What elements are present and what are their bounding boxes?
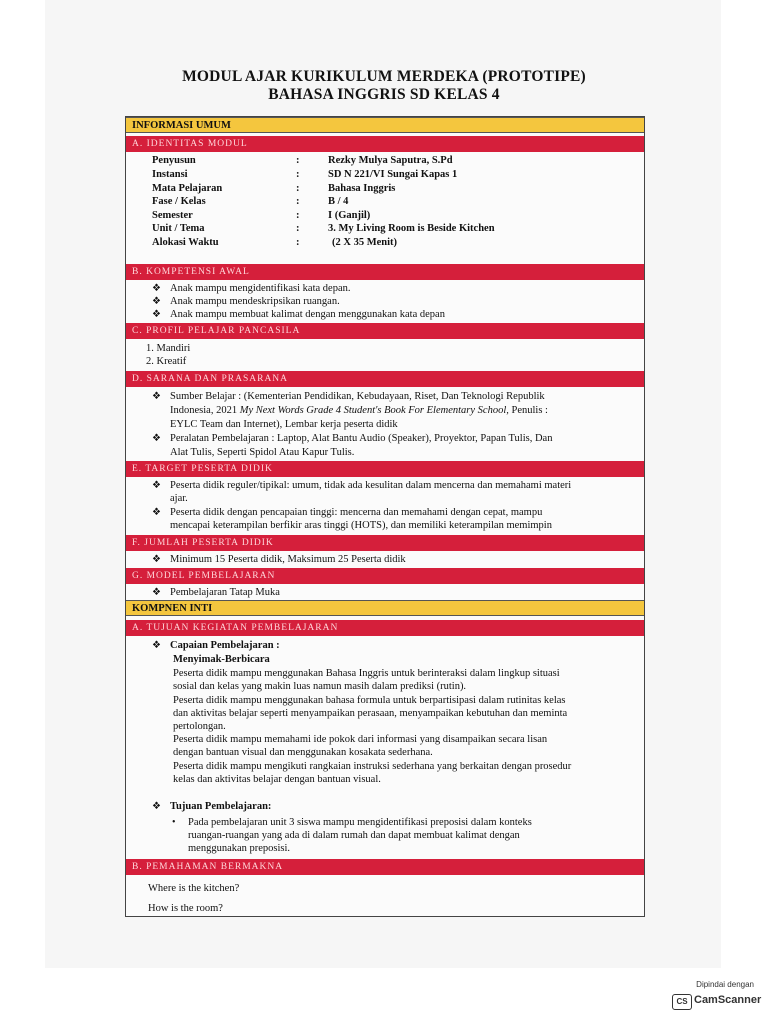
kompetensi-item: Anak mampu mengidentifikasi kata depan.: [170, 283, 351, 294]
capaian-line: Peserta didik mampu mengikuti rangkaian instruksi sederhana yang berkaitan dengan prosedur: [173, 761, 572, 772]
round-bullet-icon: •: [172, 817, 176, 828]
section-informasi-umum: INFORMASI UMUM: [126, 117, 644, 133]
tujuan-line: Pada pembelajaran unit 3 siswa mampu mengidentifikasi preposisi dalam konteks: [188, 817, 532, 828]
capaian-title: Capaian Pembelajaran :: [170, 640, 280, 651]
diamond-bullet-icon: ❖: [152, 283, 161, 294]
watermark-caption: Dipindai dengan: [696, 980, 754, 989]
kompetensi-item: Anak mampu membuat kalimat dengan menggunakan kata depan: [170, 309, 445, 320]
pemahaman-question: Where is the kitchen?: [148, 883, 240, 894]
diamond-bullet-icon: ❖: [152, 296, 161, 307]
header-pemahaman-bermakna: B. PEMAHAMAN BERMAKNA: [126, 859, 644, 875]
capaian-subtitle: Menyimak-Berbicara: [173, 654, 270, 665]
tujuan-line: menggunakan preposisi.: [188, 843, 291, 854]
diamond-bullet-icon: ❖: [152, 587, 161, 598]
diamond-bullet-icon: ❖: [152, 507, 161, 518]
watermark-name: CamScanner: [694, 994, 762, 1006]
target-item-2-line: mencapai keterampilan berfikir aras tinggi (HOTS), dan memiliki keterampilan memimpin: [170, 520, 552, 531]
sarana-item-1-line: Indonesia, 2021 My Next Words Grade 4 Student's Book For Elementary School, Penulis :: [170, 405, 548, 416]
header-profil-pelajar: C. PROFIL PELAJAR PANCASILA: [126, 323, 644, 339]
model-item: Pembelajaran Tatap Muka: [170, 587, 280, 598]
camscanner-logo-icon: CS: [672, 994, 692, 1010]
header-identitas-modul: A. IDENTITAS MODUL: [126, 136, 644, 152]
sarana-item-1-line: Sumber Belajar : (Kementerian Pendidikan, Kebudayaan, Riset, Dan Teknologi Republik: [170, 391, 545, 402]
sep: :: [296, 237, 300, 248]
label-semester: Semester: [152, 210, 193, 221]
header-target-peserta: E. TARGET PESERTA DIDIK: [126, 461, 644, 477]
capaian-line: dengan bantuan visual dan menggunakan kosakata sederhana.: [173, 747, 433, 758]
sep: :: [296, 169, 300, 180]
tujuan-title: Tujuan Pembelajaran:: [170, 801, 272, 812]
pemahaman-question: How is the room?: [148, 903, 223, 914]
capaian-line: sosial dan kelas yang makin luas namun masih dalam prediksi (rutin).: [173, 681, 467, 692]
sarana-item-2-line: Alat Tulis, Seperti Spidol Atau Kapur Tulis.: [170, 447, 355, 458]
target-item-1-line: Peserta didik reguler/tipikal: umum, tidak ada kesulitan dalam mencerna dan memahami materi: [170, 480, 572, 491]
profil-item: 2. Kreatif: [146, 356, 187, 367]
capaian-line: pertolongan.: [173, 721, 226, 732]
value-fase-kelas: B / 4: [328, 196, 349, 207]
sarana-item-2-line: Peralatan Pembelajaran : Laptop, Alat Bantu Audio (Speaker), Proyektor, Papan Tulis, Dan: [170, 433, 553, 444]
capaian-line: dan aktivitas belajar seperti menyampaikan perasaan, menyampaikan kebutuhan dan meminta: [173, 708, 568, 719]
diamond-bullet-icon: ❖: [152, 433, 161, 444]
document-title: MODUL AJAR KURIKULUM MERDEKA (PROTOTIPE): [182, 68, 586, 85]
profil-item: 1. Mandiri: [146, 343, 191, 354]
value-instansi: SD N 221/VI Sungai Kapas 1: [328, 169, 458, 180]
header-kompetensi-awal: B. KOMPETENSI AWAL: [126, 264, 644, 280]
sep: :: [296, 196, 300, 207]
diamond-bullet-icon: ❖: [152, 640, 161, 651]
value-penyusun: Rezky Mulya Saputra, S.Pd: [328, 155, 453, 166]
document-subtitle: BAHASA INGGRIS SD KELAS 4: [268, 86, 500, 103]
capaian-line: kelas dan aktivitas belajar dengan bantuan visual.: [173, 774, 381, 785]
section-komponen-inti: KOMPNEN INTI: [126, 600, 644, 616]
label-instansi: Instansi: [152, 169, 188, 180]
label-mata-pelajaran: Mata Pelajaran: [152, 183, 223, 194]
jumlah-item: Minimum 15 Peserta didik, Maksimum 25 Peserta didik: [170, 554, 406, 565]
sep: :: [296, 210, 300, 221]
header-tujuan-kegiatan: A. TUJUAN KEGIATAN PEMBELAJARAN: [126, 620, 644, 636]
header-sarana-prasarana: D. SARANA DAN PRASARANA: [126, 371, 644, 387]
label-fase-kelas: Fase / Kelas: [152, 196, 206, 207]
diamond-bullet-icon: ❖: [152, 309, 161, 320]
sarana-item-1-line: EYLC Team dan Internet), Lembar kerja peserta didik: [170, 419, 398, 430]
value-unit-tema: 3. My Living Room is Beside Kitchen: [328, 223, 495, 234]
label-penyusun: Penyusun: [152, 155, 196, 166]
target-item-1-line: ajar.: [170, 493, 188, 504]
sep: :: [296, 223, 300, 234]
capaian-line: Peserta didik mampu menggunakan Bahasa Inggris untuk berinteraksi dalam lingkup situasi: [173, 668, 560, 679]
diamond-bullet-icon: ❖: [152, 554, 161, 565]
header-jumlah-peserta: F. JUMLAH PESERTA DIDIK: [126, 535, 644, 551]
header-model-pembelajaran: G. MODEL PEMBELAJARAN: [126, 568, 644, 584]
diamond-bullet-icon: ❖: [152, 801, 161, 812]
camscanner-watermark: [670, 980, 762, 1012]
value-alokasi-waktu: (2 X 35 Menit): [332, 237, 398, 248]
capaian-line: Peserta didik mampu memahami ide pokok dari informasi yang disampaikan secara lisan: [173, 734, 548, 745]
sep: :: [296, 183, 300, 194]
diamond-bullet-icon: ❖: [152, 480, 161, 491]
diamond-bullet-icon: ❖: [152, 391, 161, 402]
capaian-line: Peserta didik mampu menggunakan bahasa formula untuk berpartisipasi dalam rutinitas kelas: [173, 695, 566, 706]
label-unit-tema: Unit / Tema: [152, 223, 205, 234]
label-alokasi-waktu: Alokasi Waktu: [152, 237, 219, 248]
tujuan-line: ruangan-ruangan yang ada di dalam rumah dan dapat membuat kalimat dengan: [188, 830, 520, 841]
kompetensi-item: Anak mampu mendeskripsikan ruangan.: [170, 296, 340, 307]
value-semester: I (Ganjil): [328, 210, 371, 221]
target-item-2-line: Peserta didik dengan pencapaian tinggi: mencerna dan memahami dengan cepat, mampu: [170, 507, 543, 518]
module-table: [125, 116, 645, 917]
value-mata-pelajaran: Bahasa Inggris: [328, 183, 396, 194]
sep: :: [296, 155, 300, 166]
